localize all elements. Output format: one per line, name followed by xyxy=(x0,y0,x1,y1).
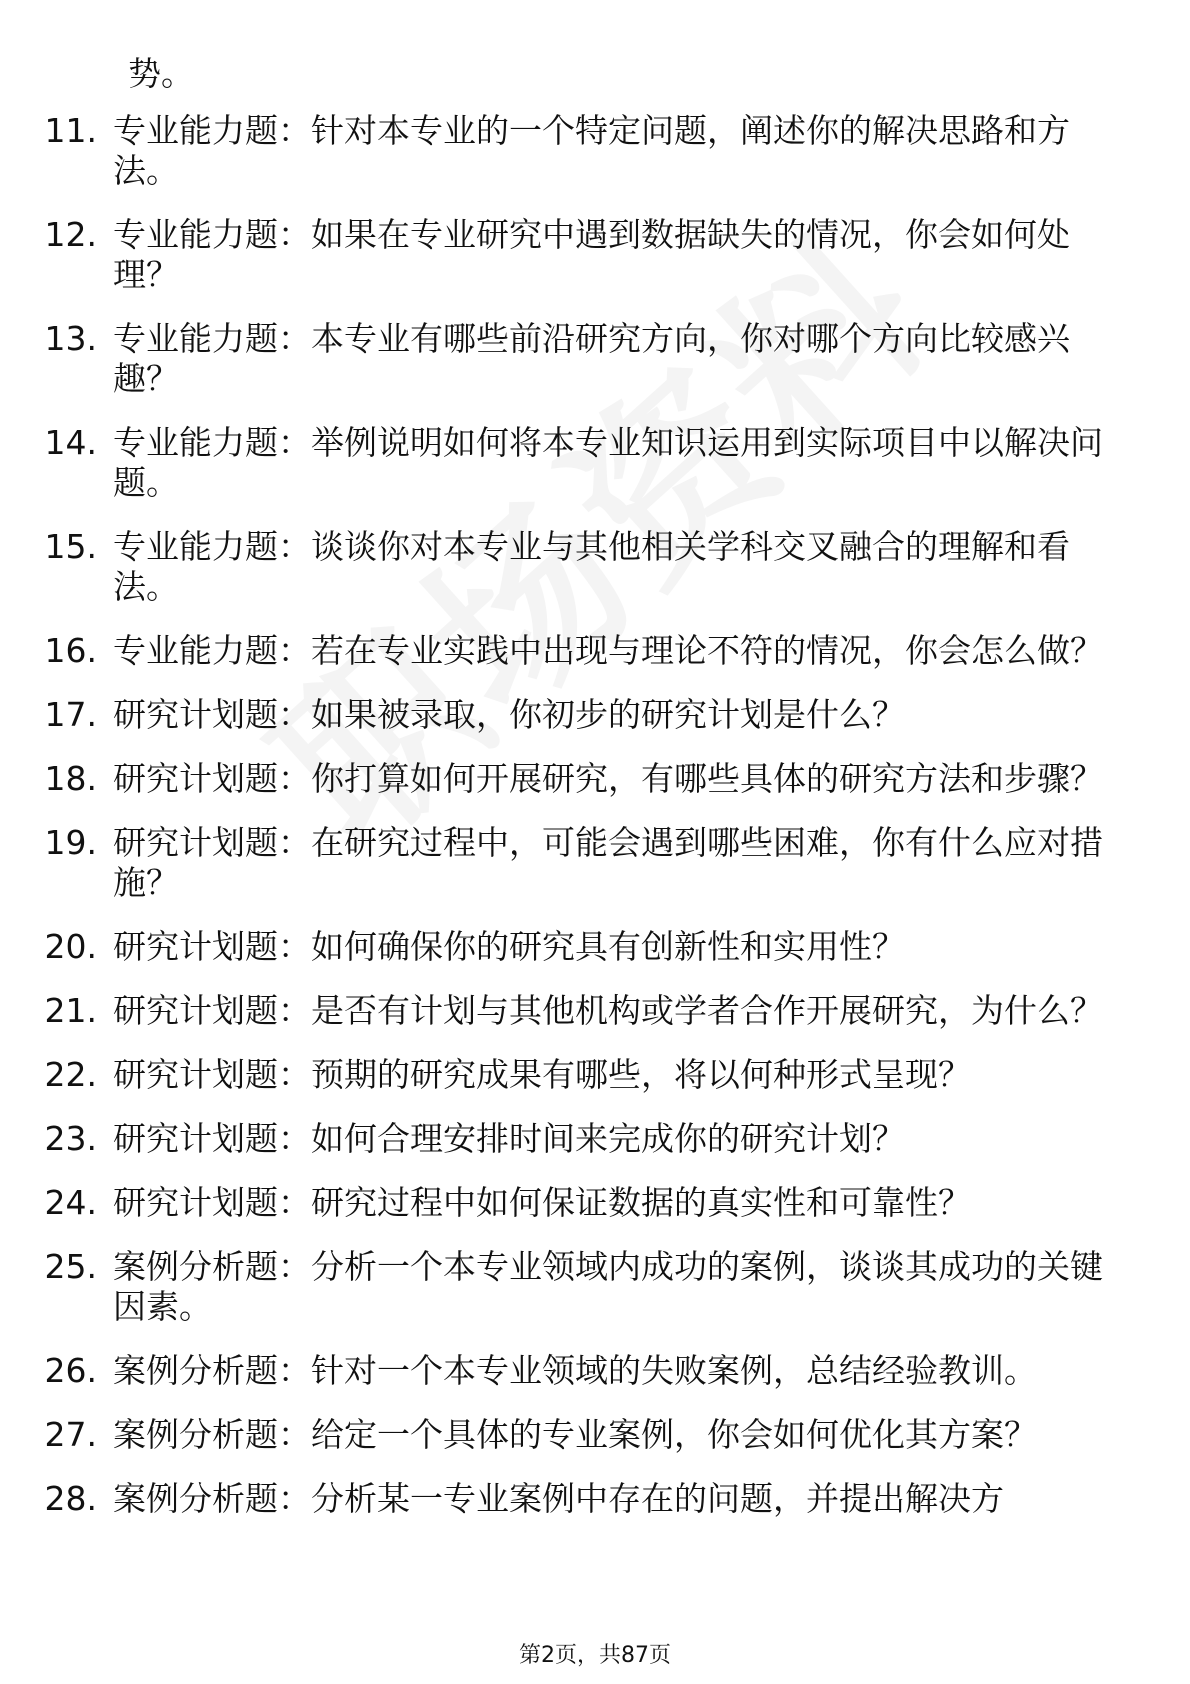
question-body xyxy=(113,1479,1103,1519)
question-number: 18. xyxy=(44,759,97,798)
question-text: 如果被录取，你初步的研究计划是什么？ xyxy=(311,695,905,734)
question-body xyxy=(113,1055,1103,1095)
question-number: 17. xyxy=(44,695,97,734)
question-item xyxy=(0,527,1190,607)
question-item xyxy=(0,319,1190,399)
question-category: 专业能力题： xyxy=(113,111,311,150)
question-category: 专业能力题： xyxy=(113,423,311,462)
question-category: 研究计划题： xyxy=(113,823,311,862)
question-text: 本专业有哪些前沿研究方向，你对哪个方向比较感兴趣？ xyxy=(113,319,1070,398)
question-body xyxy=(113,1183,1103,1223)
question-body xyxy=(113,991,1103,1031)
question-body xyxy=(113,1119,1103,1159)
question-number: 13. xyxy=(44,319,97,358)
question-item xyxy=(0,1119,1190,1159)
question-number: 19. xyxy=(44,823,97,862)
question-item xyxy=(0,695,1190,735)
question-item xyxy=(0,759,1190,799)
question-category: 专业能力题： xyxy=(113,319,311,358)
question-number: 24. xyxy=(44,1183,97,1222)
question-item xyxy=(0,1247,1190,1327)
question-text: 针对一个本专业领域的失败案例，总结经验教训。 xyxy=(311,1351,1037,1390)
question-item xyxy=(0,991,1190,1031)
continuation-text: 势。 xyxy=(128,54,194,93)
question-item xyxy=(0,111,1190,191)
question-category: 研究计划题： xyxy=(113,695,311,734)
question-body xyxy=(113,823,1103,903)
question-category: 专业能力题： xyxy=(113,631,311,670)
question-category: 研究计划题： xyxy=(113,991,311,1030)
question-number: 26. xyxy=(44,1351,97,1390)
question-body xyxy=(113,759,1103,799)
question-text: 在研究过程中，可能会遇到哪些困难，你有什么应对措施？ xyxy=(113,823,1103,902)
question-text: 分析某一专业案例中存在的问题，并提出解决方 xyxy=(311,1479,1004,1518)
question-category: 案例分析题： xyxy=(113,1351,311,1390)
question-category: 研究计划题： xyxy=(113,1055,311,1094)
question-text: 分析一个本专业领域内成功的案例，谈谈其成功的关键因素。 xyxy=(113,1247,1103,1326)
question-text: 举例说明如何将本专业知识运用到实际项目中以解决问题。 xyxy=(113,423,1103,502)
question-number: 28. xyxy=(44,1479,97,1518)
question-number: 23. xyxy=(44,1119,97,1158)
question-body xyxy=(113,1415,1103,1455)
question-text: 是否有计划与其他机构或学者合作开展研究，为什么？ xyxy=(311,991,1103,1030)
question-item xyxy=(0,215,1190,295)
question-body xyxy=(113,319,1103,399)
question-item xyxy=(0,1351,1190,1391)
question-number: 14. xyxy=(44,423,97,462)
question-body xyxy=(113,527,1103,607)
question-text: 若在专业实践中出现与理论不符的情况，你会怎么做？ xyxy=(311,631,1103,670)
question-body xyxy=(113,695,1103,735)
question-text: 针对本专业的一个特定问题，阐述你的解决思路和方法。 xyxy=(113,111,1070,190)
question-category: 研究计划题： xyxy=(113,1119,311,1158)
question-text: 谈谈你对本专业与其他相关学科交叉融合的理解和看法。 xyxy=(113,527,1070,606)
question-item xyxy=(0,823,1190,903)
question-text: 如何合理安排时间来完成你的研究计划？ xyxy=(311,1119,905,1158)
question-number: 21. xyxy=(44,991,97,1030)
question-number: 15. xyxy=(44,527,97,566)
question-category: 案例分析题： xyxy=(113,1415,311,1454)
question-category: 研究计划题： xyxy=(113,759,311,798)
question-number: 27. xyxy=(44,1415,97,1454)
question-item xyxy=(0,1479,1190,1519)
question-text: 给定一个具体的专业案例，你会如何优化其方案？ xyxy=(311,1415,1037,1454)
question-body xyxy=(113,111,1103,191)
question-item xyxy=(0,927,1190,967)
question-list xyxy=(0,111,1190,1543)
question-text: 你打算如何开展研究，有哪些具体的研究方法和步骤？ xyxy=(311,759,1103,798)
question-number: 22. xyxy=(44,1055,97,1094)
question-number: 11. xyxy=(44,111,97,150)
question-number: 16. xyxy=(44,631,97,670)
question-item xyxy=(0,631,1190,671)
question-text: 预期的研究成果有哪些，将以何种形式呈现？ xyxy=(311,1055,971,1094)
question-category: 研究计划题： xyxy=(113,1183,311,1222)
question-body xyxy=(113,631,1103,671)
question-text: 如何确保你的研究具有创新性和实用性？ xyxy=(311,927,905,966)
question-body xyxy=(113,1351,1103,1391)
question-number: 12. xyxy=(44,215,97,254)
page-footer: 第2页，共87页 xyxy=(519,1643,671,1668)
question-category: 专业能力题： xyxy=(113,215,311,254)
question-number: 20. xyxy=(44,927,97,966)
question-category: 研究计划题： xyxy=(113,927,311,966)
question-body xyxy=(113,927,1103,967)
question-item xyxy=(0,1415,1190,1455)
question-body xyxy=(113,423,1103,503)
question-body xyxy=(113,215,1103,295)
question-item xyxy=(0,1055,1190,1095)
question-text: 如果在专业研究中遇到数据缺失的情况，你会如何处理？ xyxy=(113,215,1070,294)
question-text: 研究过程中如何保证数据的真实性和可靠性？ xyxy=(311,1183,971,1222)
question-category: 专业能力题： xyxy=(113,527,311,566)
question-category: 案例分析题： xyxy=(113,1479,311,1518)
question-body xyxy=(113,1247,1103,1327)
question-number: 25. xyxy=(44,1247,97,1286)
question-item xyxy=(0,423,1190,503)
question-category: 案例分析题： xyxy=(113,1247,311,1286)
question-item xyxy=(0,1183,1190,1223)
